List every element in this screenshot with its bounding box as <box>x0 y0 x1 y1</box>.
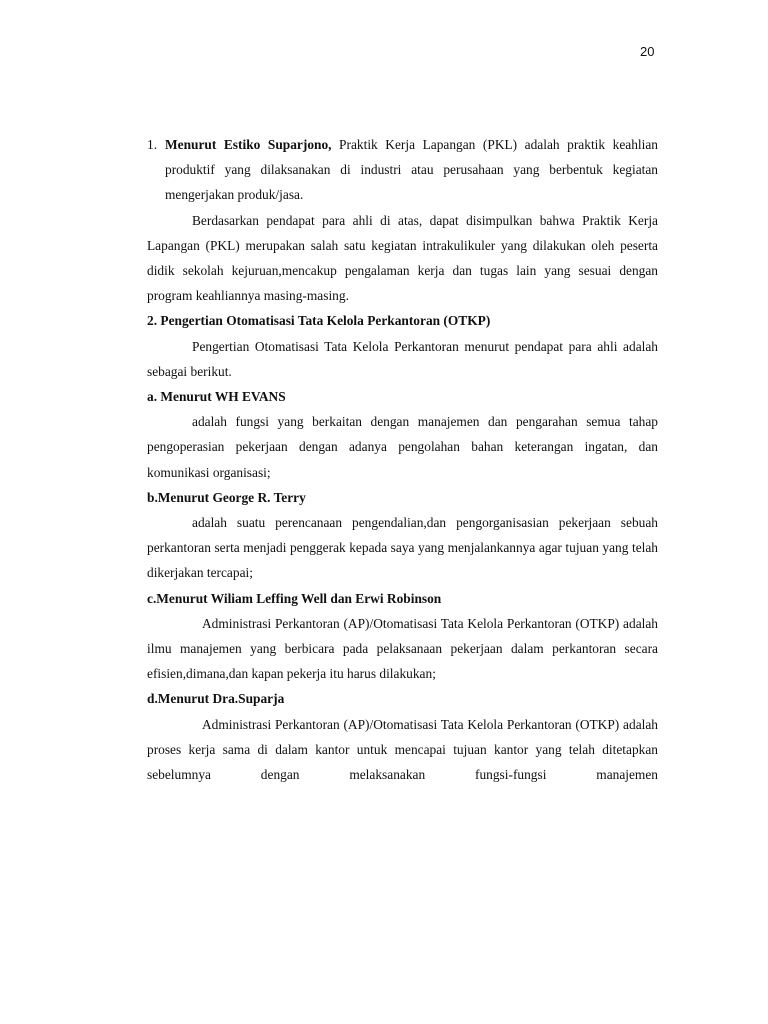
subheading-b: b.Menurut George R. Terry <box>147 489 306 505</box>
paragraph-c: Administrasi Perkantoran (AP)/Otomatisasi Tata Kelola Perkantoran (OTKP) adalah ilmu manajemen yang berbicara pada pelaksanaan pekerjaan dalam perkantoran secara efisien,dimana,dan kapan pekerja itu harus dilakukan; <box>147 615 658 682</box>
list-number: 1. <box>147 137 158 152</box>
author-name: Menurut Estiko Suparjono, <box>165 137 332 152</box>
paragraph-d: Administrasi Perkantoran (AP)/Otomatisasi Tata Kelola Perkantoran (OTKP) adalah proses kerja sama di dalam kantor untuk mencapai tujuan kantor yang telah ditetapkan sebelumnya dengan melaksanakan fungsi-fungsi manajemen <box>147 716 658 783</box>
subheading-c: c.Menurut Wiliam Leffing Well dan Erwi Robinson <box>147 590 442 606</box>
conclusion-paragraph: Berdasarkan pendapat para ahli di atas, dapat disimpulkan bahwa Praktik Kerja Lapangan (PKL) merupakan salah satu kegiatan intrakulikuler yang dilakukan oleh peserta didik sekolah kejuruan,mencakup pengalaman kerja dan tugas lain yang sesuai dengan program keahliannya masing-masing. <box>147 212 658 304</box>
subheading-a: a. Menurut WH EVANS <box>147 389 286 405</box>
section-2-heading: 2. Pengertian Otomatisasi Tata Kelola Perkantoran (OTKP) <box>147 313 491 329</box>
subheading-d: d.Menurut Dra.Suparja <box>147 691 285 707</box>
paragraph-a: adalah fungsi yang berkaitan dengan manajemen dan pengarahan semua tahap pengoperasian pekerjaan dengan adanya pengolahan bahan keterangan ingatan, dan komunikasi organisasi; <box>147 414 658 480</box>
document-body <box>147 132 658 787</box>
section-2-intro: Pengertian Otomatisasi Tata Kelola Perkantoran menurut pendapat para ahli adalah sebagai berikut. <box>147 338 658 379</box>
page-number: 20 <box>640 44 655 59</box>
paragraph-b: adalah suatu perencanaan pengendalian,dan pengorganisasian pekerjaan sebuah perkantoran serta menjadi penggerak kepada saya yang menjalankannya agar tujuan yang telah dikerjakan tercapai; <box>147 515 658 581</box>
definition-text: Praktik Kerja Lapangan (PKL) adalah praktik keahlian produktif yang dilaksanakan di industri atau perusahaan yang berbentuk kegiatan mengerjakan produk/jasa. <box>165 137 658 203</box>
list-item-1 <box>147 132 658 208</box>
